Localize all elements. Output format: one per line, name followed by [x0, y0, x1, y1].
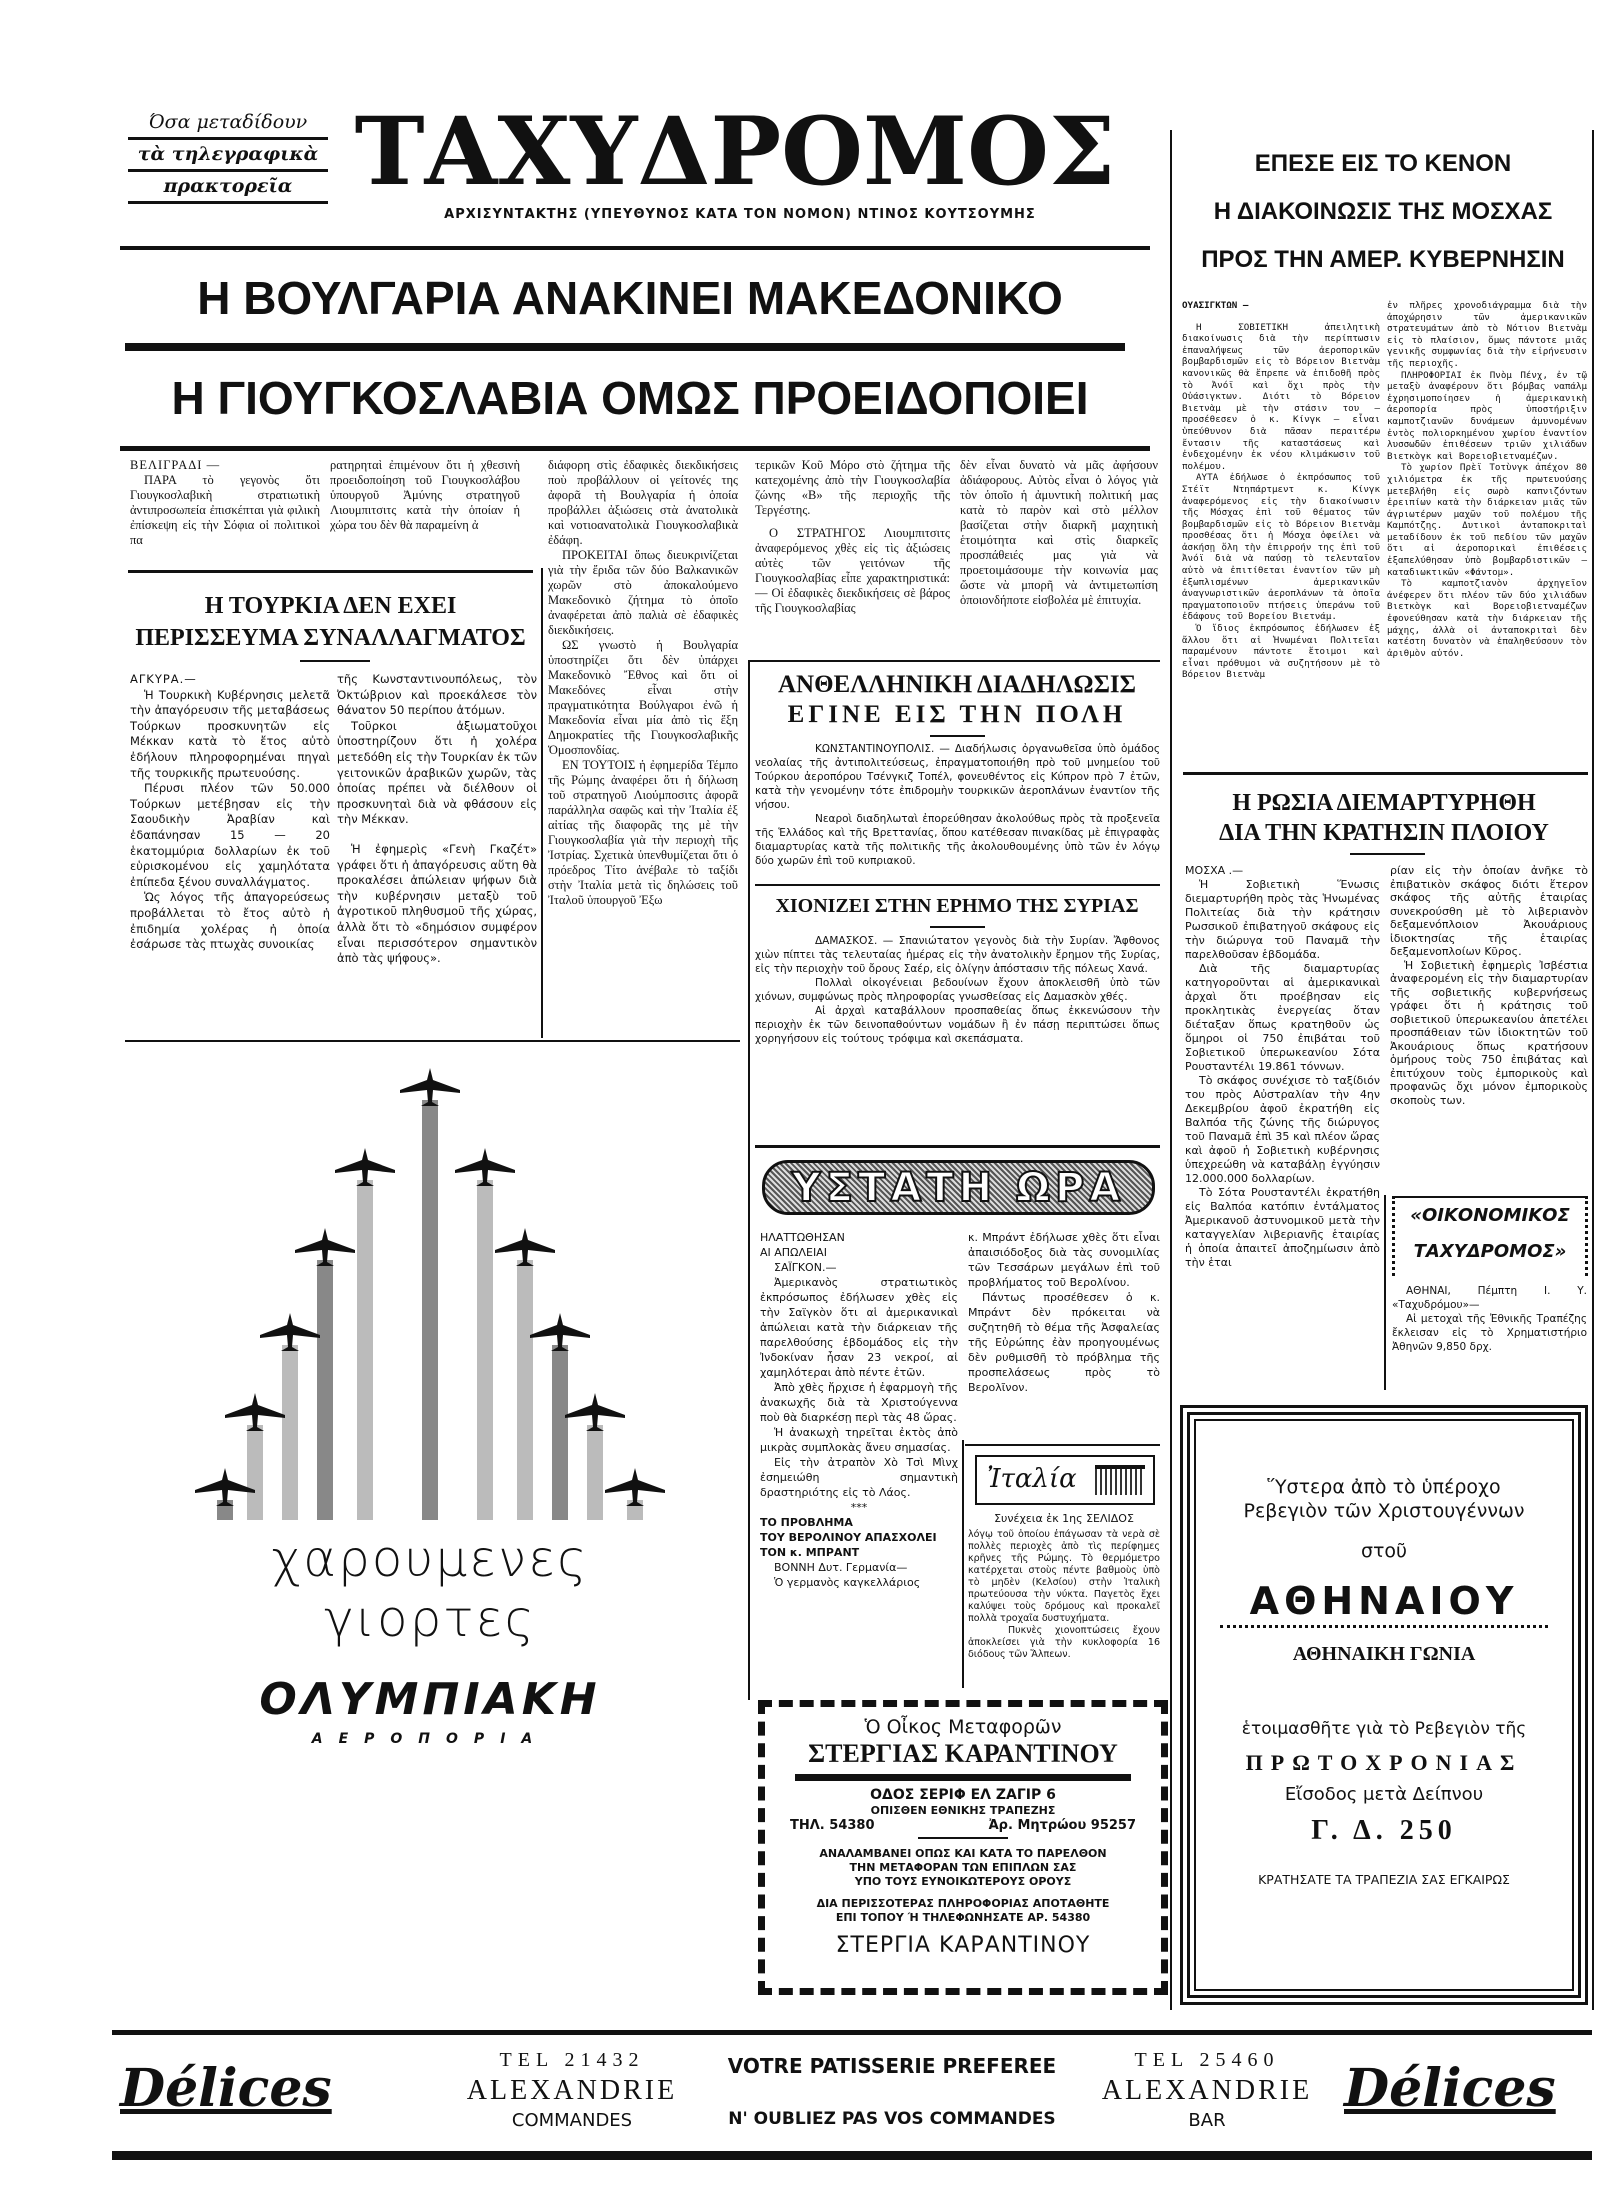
ad-phone: ΤΗΛ. 54380 [790, 1818, 875, 1833]
lead-article-col1 [130, 458, 320, 548]
paragraph: Ὁ γερμανὸς καγκελλάριος [774, 1576, 921, 1589]
paragraph: Τὸ Σότα Ρουσταντέλι ἐκρατήθη εἰς Βαλπόα κατόπιν ἐντάλματος Ἀμερικανοῦ ἀστυνομικοῦ μετὰ τὴν καταγγελίαν λιβεριανῆς ἑταιρίας ἡ ὁποία ἀπαιτεῖ ἀποζημίωσιν ἀπὸ τὴν ἑται [1185, 1186, 1380, 1269]
separator-stars: *** [850, 1501, 868, 1514]
paragraph: Ἡ Σοβιετικὴ Ἕνωσις διεμαρτυρήθη πρὸς τὰς Ἡνωμένας Πολιτείας διὰ τὴν κράτησιν Ρωσσικοῦ ἐπιβατηγοῦ σκάφους εἰς τὴν διώρυγα τοῦ Παναμᾶ τὴν παρελθοῦσαν ἑβδομάδα. [1185, 878, 1380, 961]
last-hour-col1 [760, 1230, 958, 1590]
column-rule [1384, 1195, 1386, 1390]
paragraph: Ἡ ἐφημερὶς «Γενὴ Γκαζέτ» γράφει ὅτι ἡ ἀπαγόρευσις αὕτη θὰ προκαλέσει ἀπώλειαν ψήφων διὰ τὴν κυβέρνησιν μεταξὺ τοῦ ἀγροτικοῦ πληθυσμοῦ τῆς χώρας, ἀλλὰ ὅτι τὸ «δημόσιον συμφέρον εἶναι περισσότερον σημαντικὸν ἀπὸ τὰς ψήφους». [337, 841, 537, 966]
dateline: ΟΥΑΣΙΓΚΤΩΝ — [1182, 300, 1249, 311]
headline-line: Η ΡΩΣΙΑ ΔΙΕΜΑΡΤΥΡΗΘΗ [1232, 790, 1536, 816]
dateline: ΜΟΣΧΑ .— [1185, 864, 1244, 877]
paragraph: Ἡ ἀνακωχὴ τηρεῖται ἐκτὸς ἀπὸ μικρὰς συμπλοκὰς ἄνευ σημασίας. [760, 1426, 958, 1454]
italy-logo: Ἰταλία [987, 1464, 1077, 1494]
slogan: VOTRE PATISSERIE PREFEREE [727, 2054, 1057, 2078]
paragraph: Η ΣΟΒΙΕΤΙΚΗ ἀπειλητικὴ διακοίνωσις διὰ τὴν περίπτωσιν ἐπαναλήψεως τῶν ἀεροπορικῶν βομβαρδισμῶν εἰς τὸ Βόρειον Βιετνὰμ κανονικῶς θὰ ἔπρεπε νὰ ἐπιδοθῆ πρὸς τὸ Ἀνόϊ καὶ ὄχι πρὸς τὴν Οὐάσιγκτων. Διότι τὸ Βόρειον Βιετνὰμ μὲ τὴν στάσιν του — προσέθεσεν ὁ κ. Κίνγκ — εἶναι ὑπεύθυνον διὰ πᾶσαν περαιτέρω ἔντασιν τῆς καταστάσεως καὶ ἐνδεχομένην ἐκ νέου κλιμάκωσιν τοῦ πολέμου. [1182, 321, 1380, 472]
paragraph: ΠΡΟΚΕΙΤΑΙ ὅπως διευκρινίζεται γιὰ τὴν ἔριδα τῶν δύο Βαλκανικῶν χωρῶν στὸ ἀποκαλούμενο Μακεδονικὸ ζήτημα τὸ ὁποῖο ἀναφέρεται ἀπὸ παλιὰ σὲ ἐδαφικὲς διεκδικήσεις. [548, 548, 738, 637]
paragraph: Ἀπὸ χθὲς ἤρχισε ἡ ἐφαρμογὴ τῆς ἀνακωχῆς διὰ τὰ Χριστούγεννα ποὺ θὰ διαρκέσῃ περὶ τὰς 48 ὥρας. [760, 1381, 958, 1424]
athinaiou-ad [1180, 1405, 1588, 2005]
dateline: ΣΑΪΓΚΟΝ.— [774, 1261, 837, 1274]
paragraph: ρατηρηταὶ ἐπιμένουν ὅτι ἡ χθεσινὴ προειδοποίηση τοῦ Γιουγκοσλάβου ὑπουργοῦ Ἀμύνης στρατηγοῦ Λιουμπιτσιτς κατὰ τὴν ὁποίαν ἡ χώρα του δὲν θὰ παραμείνη ἀ [330, 458, 520, 532]
paragraph: Πολλαὶ οἰκογένειαι βεδουίνων ἔχουν ἀποκλεισθῆ ὑπὸ τῶν χιόνων, συμφώνως πρὸς πληροφορίας γνωσθείσας εἰς Δαμασκὸν χθές. [755, 977, 1160, 1003]
divider [120, 446, 1150, 451]
paragraph: κ. Μπράντ ἐδήλωσε χθὲς ὅτι εἶναι ἀπαισιόδοξος διὰ τὰς συνομιλίας τῶν Τεσσάρων μεγάλων ἐπὶ τοῦ προβλήματος τοῦ Βερολίνου. [968, 1231, 1160, 1289]
paragraph: Αἱ ἀρχαὶ καταβάλλουν προσπαθείας ὅπως ἐκκενώσουν τὴν περιοχὴν ἐκ τῶν δεινοπαθούντων νομάδων ἢ ἐν πάσῃ περιπτώσει ὅπως χορηγήσουν εἰς τούτους τρόφιμα καὶ σκεπάσματα. [755, 1005, 1160, 1045]
paragraph: Εἰς τὴν ἀτραπὸν Χὸ Τσὶ Μὶνχ ἐσημειώθη σημαντικὴ δραστηριότης εἰς τὸ Λάος. [760, 1456, 958, 1499]
airplane-icon [195, 1468, 255, 1506]
olympic-logo: ΟΛΥΜΠΙΑΚΗ [259, 1674, 601, 1725]
dateline: ΒΟΝΝΗ Δυτ. Γερμανία— [774, 1561, 908, 1574]
paragraph: Τοῦρκοι ἀξιωματοῦχοι ὑποστηρίζουν ὅτι ἡ χολέρα μετεδόθη εἰς τὴν Τουρκίαν ἐκ τῶν γειτονικῶν ἀραβικῶν χωρῶν, τὰς ὁποίας πρέπει νὰ διέλθουν οἱ προσκυνηταὶ διὰ νὰ φθάσουν εἰς τὴν Μέκκαν. [337, 718, 537, 827]
antihellenic-body [755, 742, 1160, 868]
column-rule [748, 660, 750, 1700]
ad-line: στοῦ [1360, 1540, 1408, 1562]
city-label: ALEXANDRIE [466, 2075, 678, 2106]
russia-headline [1178, 788, 1590, 848]
dateline: ΒΕΛΙΓΡΑΔΙ — [130, 458, 221, 472]
divider [930, 735, 985, 737]
ear-line: Όσα μεταδίδουν [128, 108, 328, 140]
contrail-column [552, 1345, 568, 1520]
lead-article-col5 [960, 458, 1158, 608]
airplane-icon [295, 1228, 355, 1266]
airplane-icon [455, 1148, 515, 1186]
airplane-icon [225, 1393, 285, 1431]
syria-headline: ΧΙΟΝΙΖΕΙ ΣΤΗΝ ΕΡΗΜΟ ΤΗΣ ΣΥΡΙΑΣ [775, 895, 1139, 917]
airplane-icon [530, 1313, 590, 1351]
ad-company-name: ΣΤΕΡΓΙΑΣ ΚΑΡΑΝΤΙΝΟΥ [808, 1739, 1118, 1768]
ad-line: ΑΝΑΛΑΜΒΑΝΕΙ ΟΠΩΣ ΚΑΙ ΚΑΤΑ ΤΟ ΠΑΡΕΛΘΟΝ [819, 1847, 1107, 1860]
divider [930, 926, 985, 928]
divider [125, 1040, 740, 1042]
paragraph: Πέρυσι πλέον τῶν 50.000 Τούρκων μετέβησαν εἰς τὴν Σαουδικὴν Ἀραβίαν καὶ ἐδαπάνησαν 15 — 20 ἑκατομμύρια δολλαρίων ἐκ τοῦ εὑρισκομένου εἰς χαμηλότατα ἐπίπεδα ξένου συναλλάγματος. [130, 781, 330, 889]
paragraph: ΔΑΜΑΣΚΟΣ. — Σπανιώτατον γεγονὸς διὰ τὴν Συρίαν. Ἄφθονος χιὼν πίπτει τὰς τελευταίας ἡμέρας εἰς τὴν ἀνατολικὴν ἔρημον τῆς Συρίας, εἰς τὴν περιοχὴν τοῦ ὄρους Σαέρ, εἰς ὀλίγην ἀπόστασιν τῆς πόλεως Χανά. [755, 935, 1160, 975]
ad-line: ΤΗΝ ΜΕΤΑΦΟΡΑΝ ΤΩΝ ΕΠΙΠΛΩΝ ΣΑΣ [849, 1861, 1077, 1874]
column-rule [1170, 130, 1172, 2010]
banner-text: ΥΣΤΑΤΗ ΩΡΑ [791, 1165, 1126, 1211]
divider [1350, 853, 1425, 855]
paragraph: Τὸ σκάφος συνέχισε τὸ ταξίδιόν του πρὸς Αὐστραλίαν τὴν 4ην Δεκεμβρίου ἀφοῦ ἐκρατήθη εἰς Βαλπόα τῆς ζώνης τῆς διώρυγος τοῦ Παναμᾶ ἐπὶ 35 καὶ πλέον ὥρας καὶ ἀφοῦ ἡ Σοβιετικὴ κυβέρνησις ὑπεχρεώθη νὰ καταβάλῃ ἐγγύησιν 12.000.000 δολλαρίων. [1185, 1074, 1380, 1185]
contrail-column [422, 1100, 438, 1520]
olympic-logo-sub: ΑΕΡΟΠΟΡΙΑ [311, 1731, 549, 1747]
syria-body [755, 934, 1160, 1046]
paragraph: Πυκνὲς χιονοπτώσεις ἔχουν ἀποκλείσει γιὰ τὴν κυκλοφορία 16 διόδους τῶν Ἄλπεων. [968, 1625, 1160, 1660]
ad-line: ἑτοιμασθῆτε γιὰ τὸ Ρεβεγιὸν τῆς [1241, 1719, 1527, 1739]
divider [795, 1774, 1131, 1781]
sub-label: BAR [1188, 2110, 1226, 2131]
paragraph: Ἀμερικανὸς στρατιωτικὸς ἐκπρόσωπος ἐδήλωσεν χθὲς εἰς τὴν Σαϊγκὸν ὅτι αἱ ἀμερικανικαὶ ἀπώλειαι κατὰ τὴν διάρκειαν τῆς παρελθούσης ἑβδομάδος εἰς τὴν Ἰνδοκίναν ἦσαν 23 νεκροί, αἱ χαμηλότεραι ἀπὸ πέντε ἐτῶν. [760, 1276, 958, 1379]
divider [128, 570, 533, 573]
ad-registry: Ἀρ. Μητρώου 95257 [988, 1818, 1136, 1833]
airplanes-tree-illustration [130, 1050, 730, 1540]
paragraph: ΕΝ ΤΟΥΤΟΙΣ ἡ ἐφημερίδα Τέμπο τῆς Ρώμης ἀναφέρει ὅτι ἡ δήλωση τοῦ στρατηγοῦ Λιούμποσιτς ἀφορᾶ παράλληλα σαφῶς καὶ τὴν Ἰταλία ἐξ αἰτίας τῆς διαφορᾶς της μὲ τὴν Γιουγκοσλαβία γιὰ τὴν περιοχὴ τῆς Ἰστρίας. Σχετικὰ ὑπενθυμίζεται ὅτι ὁ πρόεδρος Τίτο ἀνέβαλε τὸ ταξίδι στὴν Ἰταλία μετὰ τὶς δηλώσεις τοῦ Ἰταλοῦ ὑπουργοῦ Ἐξω [548, 758, 738, 907]
ad-line: Ὕστερα ἀπὸ τὸ ὑπέροχο [1267, 1476, 1501, 1498]
headline-line: ΕΠΕΣΕ ΕΙΣ ΤΟ ΚΕΝΟΝ [1254, 150, 1512, 177]
section-title: «ΟΙΚΟΝΟΜΙΚΟΣ [1410, 1205, 1570, 1226]
subhead: ΤΟ ΠΡΟΒΛΗΜΑ [760, 1516, 853, 1529]
ad-line: ΔΙΑ ΠΕΡΙΣΣΟΤΕΡΑΣ ΠΛΗΡΟΦΟΡΙΑΣ ΑΠΟΤΑΘΗΤΕ [816, 1897, 1110, 1910]
ad-price: Γ. Δ. 250 [1311, 1815, 1457, 1846]
ad-line: ΕΠΙ ΤΟΠΟΥ Ή ΤΗΛΕΦΩΝΗΣΑΤΕ ΑΡ. 54380 [835, 1911, 1091, 1924]
paragraph: ΠΛΗΡΟΦΟΡΙΑΙ ἐκ Πνὸμ Πένχ, ἐν τῷ μεταξὺ ἀναφέρουν ὅτι βόμβας ναπάλμ ἐχρησιμοποίησεν ἡ ἀμερικανικὴ ἀεροπορία πρὸς ὑποστήριξιν καμποτζιανῶν δυνάμεων ἀμυνομένων ἐντὸς πολιορκημένου χωρίου ἐναντίον λυσσωδῶν ἐπιθέσεων τριῶν χιλιάδων Βιετκὸγκ καὶ Βορειοβιετναμέζων. [1387, 369, 1587, 462]
continued-label: Συνέχεια ἐκ 1ης ΣΕΛΙΔΟΣ [994, 1512, 1134, 1525]
paragraph: ΠΑΡΑ τὸ γεγονὸς ὅτι Γιουγκοσλαβικὴ στρατιωτικὴ ἀντιπροσωπεία ἐπισκέπται γιὰ φιλικὴ ἐπίσκεψη εἰς τὴν Σόφια οἱ πολιτικοὶ πα [130, 473, 320, 547]
paragraph: ρίαν εἰς τὴν ὁποίαν ἀνῆκε τὸ ἐπιβατικὸν σκάφος διότι ἕτερον σκάφος τῆς αὐτῆς ἑταιρίας συνεκρούσθη μὲ τὸ λιβεριανὸν δεξαμενόπλοιον Ἀκουάριους ἰδιοκτησίας τῆς ἑταιρίας δεξαμενοπλοίων Κῦρος. [1390, 864, 1588, 958]
slogan: N' OUBLIEZ PAS VOS COMMANDES [728, 2109, 1056, 2129]
paragraph: δὲν εἶναι δυνατὸ νὰ μᾶς ἀφήσουν ἀδιάφορους. Αὐτὸς εἶναι ὁ λόγος γιὰ τὸν ὁποῖο ἡ ἀμυντικὴ πολιτική μας κατὰ τὸ παρὸν καὶ στὸ μέλλον βασίζεται στὴν διαρκῆ μαχητικὴ ἑτοιμότητα καὶ στὶς διαρκεῖς προσπάθειές μας γιὰ νὰ προετοιμάσουμε τὴν κοινωνία μας ὥστε νὰ μπορῆ νὰ ἀντιμετωπίση ὁποιονδήποτε εἰσβολέα μὲ ἐπιτυχία. [960, 458, 1158, 607]
sub-label: COMMANDES [511, 2110, 633, 2131]
divider [965, 1444, 1160, 1446]
turkey-headline [128, 590, 533, 654]
subhead: ΗΛΑΤΤΩΘΗΣΑΝ [760, 1231, 845, 1244]
paragraph: Αἱ μετοχαὶ τῆς Ἐθνικῆς Τραπέζης ἔκλεισαν εἰς τὸ Χρηματιστήριο Ἀθηνῶν 9,850 δρχ. [1392, 1313, 1587, 1353]
turkey-col2 [337, 672, 537, 967]
airplane-icon [495, 1228, 555, 1266]
building-icon [1095, 1465, 1145, 1495]
delices-logo: Délices [1344, 2058, 1556, 2119]
divider [755, 1145, 1160, 1148]
divider [300, 660, 370, 662]
delices-banner [112, 2030, 1592, 2160]
economic-box [1392, 1196, 1588, 1276]
last-hour-banner [762, 1160, 1155, 1215]
column-rule [1592, 130, 1594, 2010]
headline-line: Η ΔΙΑΚΟΙΝΩΣΙΣ ΤΗΣ ΜΟΣΧΑΣ [1213, 198, 1553, 225]
divider [1183, 772, 1588, 775]
ad-line: ΥΠΟ ΤΟΥΣ ΕΥΝΟΙΚΩΤΕΡΟΥΣ ΟΡΟΥΣ [854, 1875, 1072, 1888]
ad-line: Ὁ Οἶκος Μεταφορῶν [864, 1716, 1062, 1738]
ad-line: ΑΘΗΝΑΙΚΗ ΓΩΝΙΑ [1292, 1643, 1476, 1665]
ad-line: Ρεβεγιὸν τῶν Χριστουγέννων [1243, 1500, 1525, 1522]
airplane-icon [260, 1313, 320, 1351]
headline-line: Η ΤΟΥΡΚΙΑ ΔΕΝ ΕΧΕΙ [204, 593, 457, 619]
ad-footer: ΣΤΕΡΓΙΑ ΚΑΡΑΝΤΙΝΟΥ [835, 1933, 1091, 1958]
contrail-column [357, 1180, 373, 1520]
italy-logo-box [975, 1455, 1155, 1505]
stergias-moving-ad [758, 1700, 1168, 1995]
dateline: ΑΓΚΥΡΑ.— [130, 672, 197, 686]
ear-line: τὰ τηλεγραφικὰ [128, 140, 328, 172]
ear-line: πρακτορεῖα [128, 172, 328, 204]
paragraph: ΩΣ γνωστὸ ἡ Βουλγαρία ὑποστηρίζει ὅτι δὲν ὑπάρχει Μακεδονικὸ Ἔθνος καὶ ὅτι οἱ Μακεδόνες εἶναι στὴν πραγματικότητα Βούλγαροι ἐνῶ ἡ Μακεδονία εἶναι μία ἀπὸ τὶς ἕξη Δημοκρατίες τῆς Γιουγκοσλαβικῆς Ὁμοσπονδίας. [548, 638, 738, 757]
paragraph: Ὁ ἴδιος ἐκπρόσωπος ἐδήλωσεν ἐξ ἄλλου ὅτι αἱ Ἡνωμέναι Πολιτεῖαι παραμένουν πάντοτε ἕτοιμοι καὶ εἶναι πρόθυμοι νὰ συζητήσουν μὲ τὸ Βόρειον Βιετνὰμ [1182, 623, 1380, 681]
ad-cta: ΚΡΑΤΗΣΑΤΕ ΤΑ ΤΡΑΠΕΖΙΑ ΣΑΣ ΕΓΚΑΙΡΩΣ [1258, 1872, 1510, 1887]
last-hour-col2 [968, 1230, 1160, 1395]
lead-article-col2 [330, 458, 520, 533]
subhead: ΤΟΥ ΒΕΡΟΛΙΝΟΥ ΑΠΑΣΧΟΛΕΙ [760, 1531, 937, 1544]
ad-greeting: γιορτες [324, 1590, 536, 1648]
moscow-headline [1176, 140, 1590, 284]
contrail-column [517, 1260, 533, 1520]
ad-greeting: χαρουμενες [271, 1530, 589, 1588]
economic-body [1392, 1284, 1587, 1354]
city-label: ALEXANDRIE [1101, 2075, 1313, 2106]
divider [125, 343, 1125, 351]
paragraph: ΑΥΤΑ ἐδήλωσε ὁ ἐκπρόσωπος τοῦ Στέϊτ Ντηπάρτμεντ κ. Κίνγκ ἀναφερόμενος εἰς τὴν διακοίνωσιν τῆς Μόσχας ἐπὶ τοῦ θέματος τῶν βομβαρδισμῶν εἰς τὸ Βόρειον Βιετνὰμ προσθέσας ὅτι ἡ Μόσχα ὀφείλει νὰ ἀσκήσῃ ὅλη τὴν ἐπιρροήν της ἐπὶ τοῦ Ἀνόϊ διὰ νὰ παύσῃ τὸ τελευταῖον αὐτὸ νὰ ἐπιτίθεται ἐναντίον τῶν μὴ ἐξωπλισμένων ἀμερικανικῶν ἀναγνωριστικῶν ἀεροπλάνων τὰ ὁποῖα πραγματοποιοῦν πτήσεις ὑπεράνω τοῦ ἐδάφους τοῦ Βορείου Βιετνάμ. [1182, 472, 1380, 623]
moscow-col2 [1387, 300, 1587, 659]
paragraph: λόγῳ τοῦ ὁποίου ἐπάγωσαν τὰ νερὰ σὲ πολλὲς περιοχὲς ἀπὸ τὶς περίφημες κρῆνες τῆς Ρώμης. Τὸ θερμόμετρο κατέρχεται στοὺς πέντε βαθμοὺς ὑπὸ τὸ μηδὲν (Κελσίου) στὴν Ἰταλικὴ πρωτεύουσα τὴν νύκτα. Παγετὸς ἔχει καλύψει τοὺς δρόμους καὶ προκαλεῖ πολλὰ τροχαῖα δυστυχήματα. [968, 1529, 1160, 1624]
contrail-column [317, 1260, 333, 1520]
divider [918, 1837, 1008, 1839]
contrail-column [587, 1425, 603, 1520]
paragraph: ΑΘΗΝΑΙ, Πέμπτη Ι. Υ. «Ταχυδρόμου»— [1392, 1285, 1587, 1311]
lead-article-col3 [548, 458, 738, 908]
contrail-column [477, 1180, 493, 1520]
antihellenic-headline [752, 670, 1162, 730]
phone-number: TEL 25460 [1134, 2049, 1280, 2071]
ad-line: Εἴσοδος μετὰ Δείπνου [1284, 1784, 1484, 1805]
delices-logo: Délices [120, 2058, 332, 2119]
paragraph: Τὸ χωρίον Πρὲϊ Τοτὺνγκ ἀπέχον 80 χιλιόμετρα ἐκ τῆς πρωτευούσης μετεβλήθη εἰς σωρὸ καπνιζόντων ἐρειπίων κατὰ τὴν διάρκειαν μιᾶς τῶν ἀγριωτέρων μαχῶν τοῦ πολέμου τῆς Καμπότζης. Δυτικοὶ ἀνταποκριταὶ μεταδίδουν ἐκ τοῦ πεδίου τῶν μαχῶν ὅτι αἱ ἀεροπορικαὶ ἐπιθέσεις ἐξαπελύθησαν ὑπὸ βομβαρδιστικῶν — καταδιωκτικῶν «Φάντομ». [1387, 462, 1587, 578]
newspaper-title: ΤΑΧΥΔΡΟΜΟΣ [354, 97, 1116, 207]
ad-address: ΟΠΙΣΘΕΝ ΕΘΝΙΚΗΣ ΤΡΑΠΕΖΗΣ [870, 1804, 1056, 1817]
paragraph: Ἡ Τουρκικὴ Κυβέρνησις μελετᾶ τὴν ἀπαγόρευσιν τῆς μεταβάσεως Τούρκων προσκυνητῶν εἰς Μέκκαν κατὰ τὸ ἔτος αὐτὸ ἐδήλουν πληροφορημέναι πηγαὶ τῆς τουρκικῆς πρωτευούσης. [130, 687, 330, 780]
russia-col2 [1390, 864, 1588, 1107]
ad-address: ΟΔΟΣ ΣΕΡΙΦ ΕΛ ΖΑΓΙΡ 6 [870, 1787, 1056, 1803]
ad-event: ΠΡΩΤΟΧΡΟΝΙΑΣ [1245, 1750, 1523, 1775]
column-rule [541, 568, 543, 1038]
paragraph: τῆς Κωνσταντινουπόλεως, τὸν Ὀκτώβριον καὶ προεκάλεσε τὸν θάνατον 50 περίπου ἀτόμων. [337, 672, 537, 718]
airplane-icon [605, 1468, 665, 1506]
paragraph: Νεαροὶ διαδηλωταὶ ἐπορεύθησαν ἀκολούθως πρὸς τὰ προξενεῖα τῆς Ἑλλάδος καὶ τῆς Βρεττανίας, ὅπου κατέθεσαν πινακίδας μὲ ἐπιγραφὰς διαμαρτυρίας κατὰ τῆς πολιτικῆς τῆς ἀκολουθουμένης ὑπὸ τῶν ἐν λόγῳ δύο χωρῶν ἐπὶ τοῦ κυπριακοῦ. [755, 813, 1160, 867]
turkey-col1 [130, 672, 330, 953]
subhead: ΑΙ ΑΠΩΛΕΙΑΙ [760, 1246, 827, 1259]
lead-headline: Η ΒΟΥΛΓΑΡΙΑ ΑΝΑΚΙΝΕΙ ΜΑΚΕΔΟΝΙΚΟ [197, 272, 1063, 324]
contrail-column [247, 1425, 263, 1520]
divider [750, 660, 1160, 662]
headline-line: ΑΝΘΕΛΛΗΝΙΚΗ ΔΙΑΔΗΛΩΣΙΣ [778, 671, 1136, 698]
masthead-ear [128, 108, 328, 204]
paragraph: Διὰ τῆς διαμαρτυρίας κατηγοροῦνται αἱ ἀμερικανικαὶ ἀρχαὶ ὅτι προέβησαν εἰς προκλητικὰς ἐνεργείας ὅταν διέταξαν ὅπως κρατηθοῦν ὡς ὅμηροι οἱ 750 ἐπιβάται τοῦ Σοβιετικοῦ ὑπερωκεανίου Σότα Ρουσταντέλι 19.861 τόννων. [1185, 962, 1380, 1073]
paragraph: Τὸ καμποτζιανὸν ἀρχηγεῖον ἀνέφερεν ὅτι πλέον τῶν δύο χιλιάδων Βιετκὸγκ καὶ Βορειοβιετναμέζων ἐφονεύθησαν κατὰ τὴν διάρκειαν τῆς μάχης, ἀλλὰ οἱ ἀνταποκριταὶ δὲν κατέστη δυνατὸν νὰ ἐπαληθεύσουν τὸν ἀριθμὸν αὐτόν. [1387, 578, 1587, 659]
contrail-column [282, 1345, 298, 1520]
headline-line: ΔΙΑ ΤΗΝ ΚΡΑΤΗΣΙΝ ΠΛΟΙΟΥ [1219, 820, 1549, 846]
paragraph: Ἡ Σοβιετικὴ ἐφημερὶς Ἰσβέστια ἀναφερομένη εἰς τὴν διαμαρτυρίαν τῆς σοβιετικῆς κυβερνήσεως γράφει ὅτι ἡ κράτησις τοῦ σοβιετικοῦ ὑπερωκεανίου ἀπετέλει προσπάθειαν τῶν ἰδιοκτητῶν τοῦ Ἀκουάριους ὅπως κρατήσουν ὁμήρους τοὺς 750 ἐπιβάτας καὶ ἐπιτύχουν τοὺς ἐμπορικοὺς καὶ προφανῶς ὄχι μόνον ἐμπορικοὺς σκοποὺς των. [1390, 958, 1588, 1107]
column-rule [962, 1440, 964, 1688]
paragraph: Ο ΣΤΡΑΤΗΓΟΣ Λιουμπιτσιτς ἀναφερόμενος χθὲς εἰς τὶς ἀξιώσεις αὐτὲς τῶν γειτόνων τῆς Γιουγκοσλαβίας εἶπε χαρακτηριστικά: — Οἱ ἐδαφικὲς διεκδικήσεις σὲ βάρος τῆς Γιουγκοσλαβίας [755, 526, 950, 615]
section-title: ΤΑΧΥΔΡΟΜΟΣ» [1413, 1241, 1567, 1262]
olympic-airways-ad [130, 1050, 730, 2010]
ad-venue-name: ΑΘΗΝΑΙΟΥ [1220, 1577, 1548, 1628]
paragraph: Ὡς λόγος τῆς ἀπαγορεύσεως προβάλλεται τὸ ἔτος αὐτὸ ἡ ἐπιδημία χολέρας ἡ ὁποία ἐσάρωσε τὰς πτωχὰς συνοικίας [130, 890, 330, 952]
divider [120, 246, 1150, 250]
headline-line: ΠΕΡΙΣΣΕΥΜΑ ΣΥΝΑΛΛΑΓΜΑΤΟΣ [135, 625, 526, 651]
lead-headline: Η ΓΙΟΥΓΚΟΣΛΑΒΙΑ ΟΜΩΣ ΠΡΟΕΙΔΟΠΟΙΕΙ [171, 372, 1089, 424]
airplane-icon [335, 1148, 395, 1186]
divider [755, 884, 1160, 886]
paragraph: Πάντως προσέθεσεν ὁ κ. Μπράντ δὲν πρόκειται νὰ συζητηθῆ τὸ θέμα τῆς Ἀσφαλείας τῆς Εὐρώπης ἐὰν προηγουμένως δὲν ρυθμισθῆ τὸ πρόβλημα τῆς προσπελάσεως πρὸς τὸ Βερολῖνον. [968, 1291, 1160, 1394]
italy-body [968, 1512, 1160, 1661]
paragraph: ἐν πλῆρες χρονοδιάγραμμα διὰ τὴν ἀποχώρησιν τῶν ἀμερικανικῶν στρατευμάτων ἀπὸ τὸ Νότιον Βιετνὰμ εἰς τὸ πλαίσιον, ὅμως πάντοτε μιᾶς γενικῆς συμφωνίας διὰ τὴν εἰρήνευσιν τῆς περιοχῆς. [1387, 300, 1587, 369]
paragraph: ΚΩΝΣΤΑΝΤΙΝΟΥΠΟΛΙΣ. — Διαδήλωσις ὀργανωθεῖσα ὑπὸ ὁμάδος νεολαίας τῆς ἀντιπολιτεύσεως, ἐπραγματοποιήθη πρὸ τοῦ μνημείου τοῦ Τούρκου ἀεροπόρου Τσένγκιζ Τοπέλ, φονευθέντος εἰς Κύπρον πρὸ 7 ἐτῶν, κατὰ τὴν γενομένην τότε ἐπιδρομὴν τουρκικῶν ἀεροπλάνων ἐναντίον τῆς νήσου. [755, 743, 1160, 811]
editor-line: ΑΡΧΙΣΥΝΤΑΚΤΗΣ (ΥΠΕΥΘΥΝΟΣ ΚΑΤΑ ΤΟΝ ΝΟΜΟΝ) ΝΤΙΝΟΣ ΚΟΥΤΣΟΥΜΗΣ [444, 207, 1036, 222]
lead-article-col4 [755, 458, 950, 616]
subhead: ΤΟΝ κ. ΜΠΡΑΝΤ [760, 1546, 860, 1559]
russia-col1 [1185, 864, 1380, 1270]
paragraph: τερικῶν Κοῦ Μόρο στὸ ζήτημα τῆς κατεχομένης ἀπὸ τὴν Γιουγκοσλαβία ζώνης «Β» τῆς περιοχῆς τῆς Τεργέστης. [755, 458, 950, 517]
airplane-icon [565, 1393, 625, 1431]
moscow-col1 [1182, 300, 1380, 681]
phone-number: TEL 21432 [499, 2049, 645, 2071]
paragraph: διάφορη στὶς ἐδαφικὲς διεκδικήσεις ποὺ προβάλλουν οἱ γείτονές της ἀφορᾶ τὴ Βουλγαρία ἡ ὁποία προβάλλει ἀξιώσεις στὰ ἀνατολικὰ καὶ νοτιοανατολικὰ Γιουγκοσλαβικὰ ἐδάφη. [548, 458, 738, 547]
airplane-icon [400, 1068, 460, 1106]
headline-line: ΠΡΟΣ ΤΗΝ ΑΜΕΡ. ΚΥΒΕΡΝΗΣΙΝ [1201, 246, 1565, 273]
headline-line: ΕΓΙΝΕ ΕΙΣ ΤΗΝ ΠΟΛΗ [787, 701, 1127, 728]
